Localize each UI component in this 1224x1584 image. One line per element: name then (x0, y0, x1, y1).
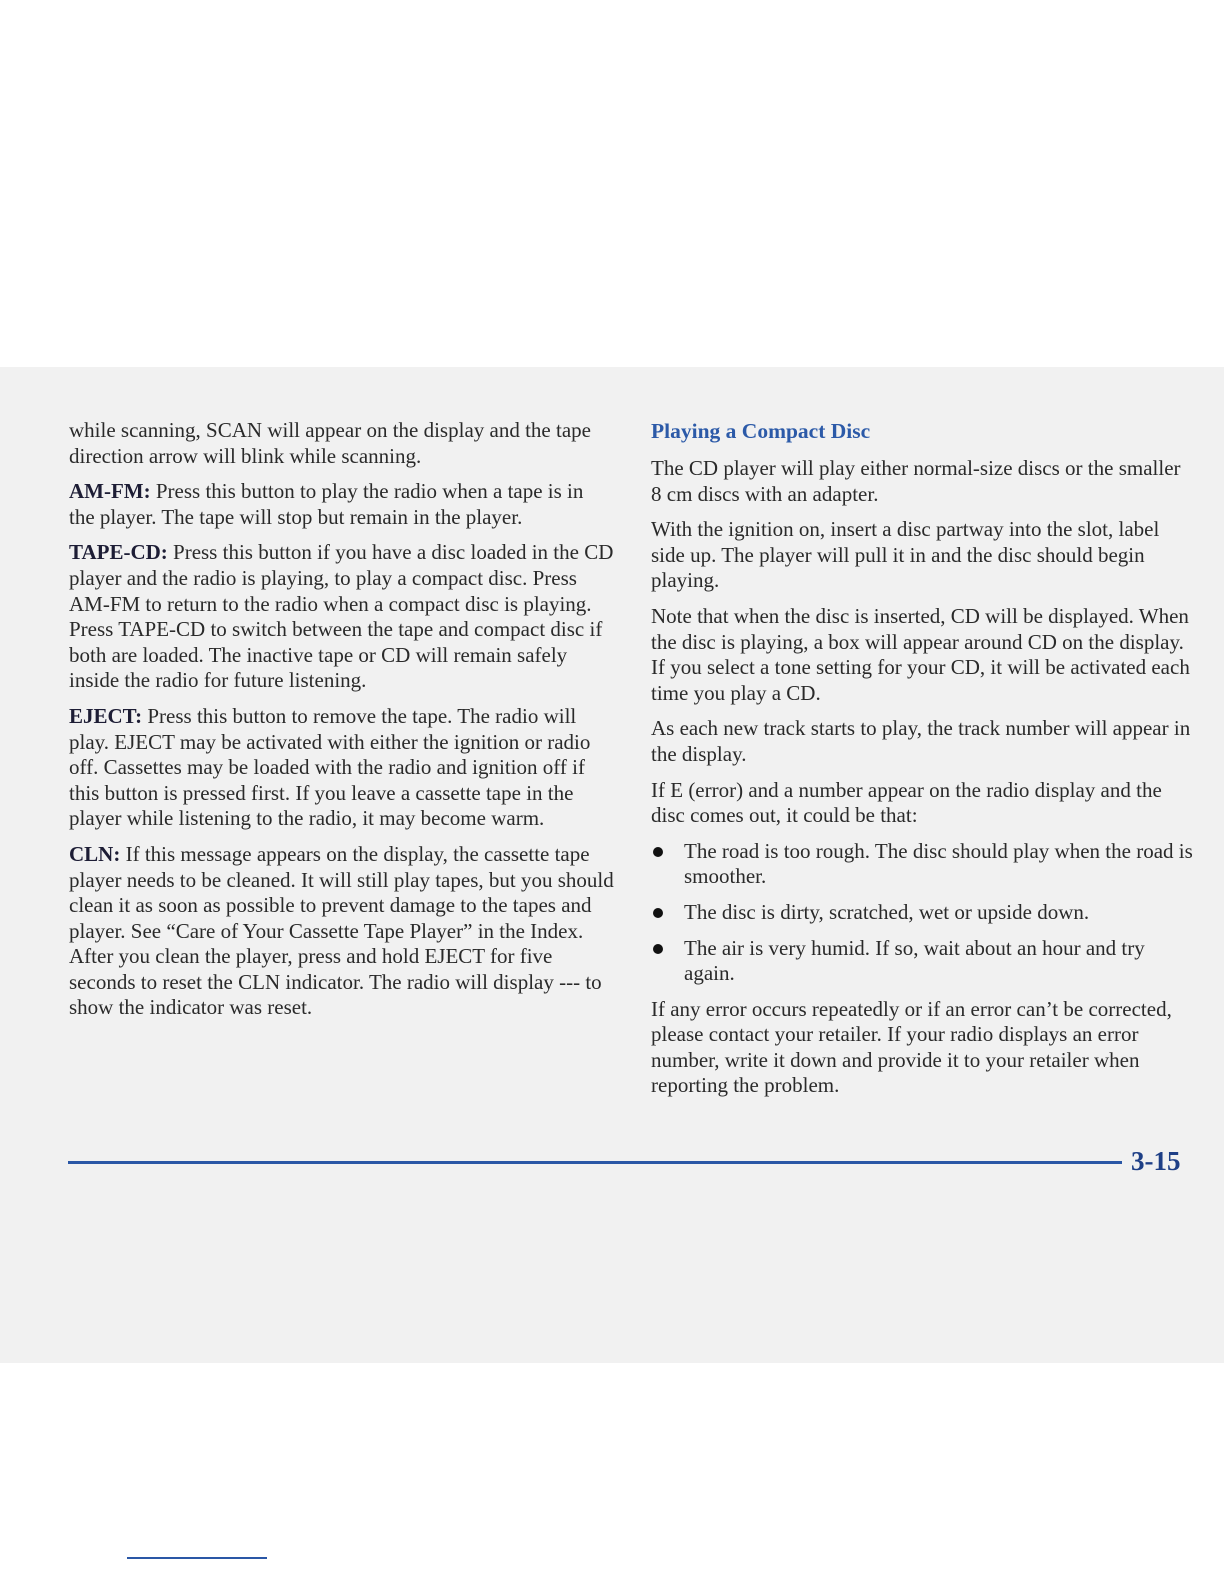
am-fm-description (69, 479, 614, 530)
left-column (69, 418, 614, 1031)
closing-paragraph: If any error occurs repeatedly or if an error can’t be corrected, please contact your retailer. If your radio displays an error number, write it down and provide it to your retailer when reporting the problem. (651, 996, 1172, 1098)
eject-text: Press this button to remove the tape. The radio will play. EJECT may be activated with either the ignition or radio off. Cassettes may be loaded with the radio and ignition off if this button is pressed first. If you leave a cassette tape in the player while listening to the radio, it may become warm. (69, 703, 591, 831)
right-column (651, 418, 1196, 1109)
section-heading: Playing a Compact Disc (651, 419, 871, 443)
bullet-icon (653, 908, 663, 918)
cln-description (69, 842, 614, 1021)
intro-paragraph: while scanning, SCAN will appear on the display and the tape direction arrow will blink while scanning. (69, 418, 591, 468)
paragraph: Note that when the disc is inserted, CD will be displayed. When the disc is playing, a box will appear around CD on the display. If you select a tone setting for your CD, it will be activated each time you play a CD. (651, 603, 1190, 705)
footer-rule (68, 1161, 1122, 1164)
cln-label: CLN: (69, 841, 121, 866)
am-fm-label: AM-FM: (69, 479, 151, 504)
list-item-text: The road is too rough. The disc should play when the road is smoother. (684, 838, 1193, 889)
tape-cd-label: TAPE-CD: (69, 540, 168, 565)
list-item (651, 936, 1196, 987)
error-causes-list (651, 839, 1196, 987)
bottom-divider (127, 1557, 267, 1559)
cln-text: If this message appears on the display, the cassette tape player needs to be cleaned. It will still play tapes, but you should clean it as soon as possible to prevent damage to the tapes and player. See “Care of Your Cassette Tape Player” in the Index. After you clean the player, press and hold EJECT for five seconds to reset the CLN indicator. The radio will display --- to show the indicator was reset. (69, 841, 614, 1020)
bullet-icon (653, 847, 663, 857)
page-number: 3-15 (1131, 1146, 1181, 1176)
paragraph: The CD player will play either normal-size discs or the smaller 8 cm discs with an adapter. (651, 456, 1181, 506)
paragraph: As each new track starts to play, the track number will appear in the display. (651, 716, 1191, 766)
bullet-icon (653, 944, 663, 954)
paragraph: With the ignition on, insert a disc partway into the slot, label side up. The player will pull it in and the disc should begin playing. (651, 517, 1160, 593)
list-item-text: The disc is dirty, scratched, wet or upside down. (684, 899, 1090, 924)
eject-label: EJECT: (69, 703, 143, 728)
tape-cd-description (69, 540, 614, 694)
am-fm-text: Press this button to play the radio when a tape is in the player. The tape will stop but remain in the player. (69, 479, 584, 529)
list-item (651, 900, 1196, 926)
tape-cd-text: Press this button if you have a disc loaded in the CD player and the radio is playing, to play a compact disc. Press AM-FM to return to the radio when a compact disc is playing. Press TAPE-CD to switch between the tape and compact disc if both are loaded. The inactive tape or CD will remain safely inside the radio for future listening. (69, 540, 614, 693)
list-item-text: The air is very humid. If so, wait about an hour and try again. (684, 935, 1145, 986)
list-item (651, 839, 1196, 890)
paragraph: If E (error) and a number appear on the radio display and the disc comes out, it could be that: (651, 777, 1162, 828)
eject-description (69, 704, 614, 832)
